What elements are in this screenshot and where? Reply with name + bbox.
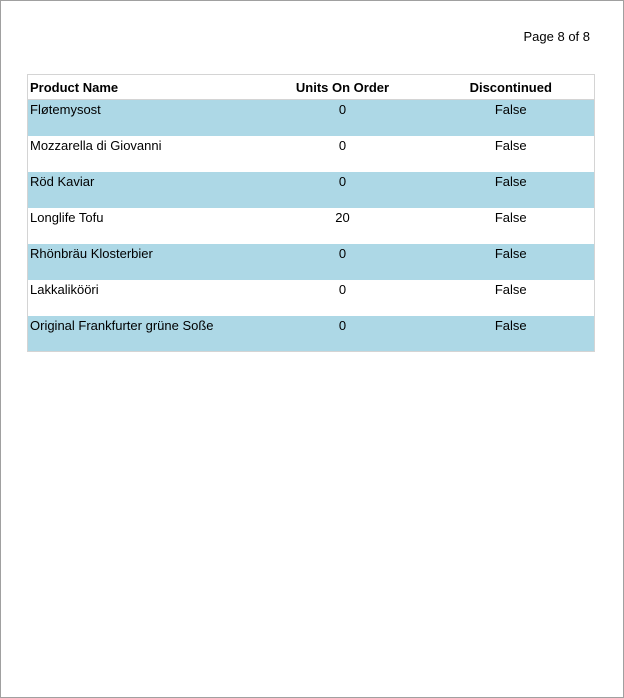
- product-name-cell: Original Frankfurter grüne Soße: [28, 316, 258, 352]
- units-on-order-cell: 0: [258, 136, 428, 172]
- table-row: [28, 136, 595, 172]
- units-on-order-cell: 20: [258, 208, 428, 244]
- discontinued-cell: False: [428, 172, 595, 208]
- products-table: [27, 74, 595, 352]
- table-row: [28, 316, 595, 352]
- units-on-order-cell: 0: [258, 316, 428, 352]
- column-header-units-on-order: Units On Order: [258, 75, 428, 100]
- units-on-order-cell: 0: [258, 244, 428, 280]
- discontinued-cell: False: [428, 208, 595, 244]
- product-name-cell: Mozzarella di Giovanni: [28, 136, 258, 172]
- page-number: Page 8 of 8: [523, 29, 590, 44]
- table-row: [28, 244, 595, 280]
- product-name-cell: Rhönbräu Klosterbier: [28, 244, 258, 280]
- product-name-cell: Röd Kaviar: [28, 172, 258, 208]
- product-name-cell: Lakkalikööri: [28, 280, 258, 316]
- table-row: [28, 172, 595, 208]
- table-row: [28, 208, 595, 244]
- discontinued-cell: False: [428, 280, 595, 316]
- column-header-product-name: Product Name: [28, 75, 258, 100]
- units-on-order-cell: 0: [258, 100, 428, 136]
- product-name-cell: Longlife Tofu: [28, 208, 258, 244]
- units-on-order-cell: 0: [258, 172, 428, 208]
- discontinued-cell: False: [428, 100, 595, 136]
- column-header-discontinued: Discontinued: [428, 75, 595, 100]
- table-row: [28, 280, 595, 316]
- units-on-order-cell: 0: [258, 280, 428, 316]
- discontinued-cell: False: [428, 136, 595, 172]
- table-row: [28, 100, 595, 136]
- product-name-cell: Fløtemysost: [28, 100, 258, 136]
- discontinued-cell: False: [428, 316, 595, 352]
- discontinued-cell: False: [428, 244, 595, 280]
- table-header-row: [28, 75, 595, 100]
